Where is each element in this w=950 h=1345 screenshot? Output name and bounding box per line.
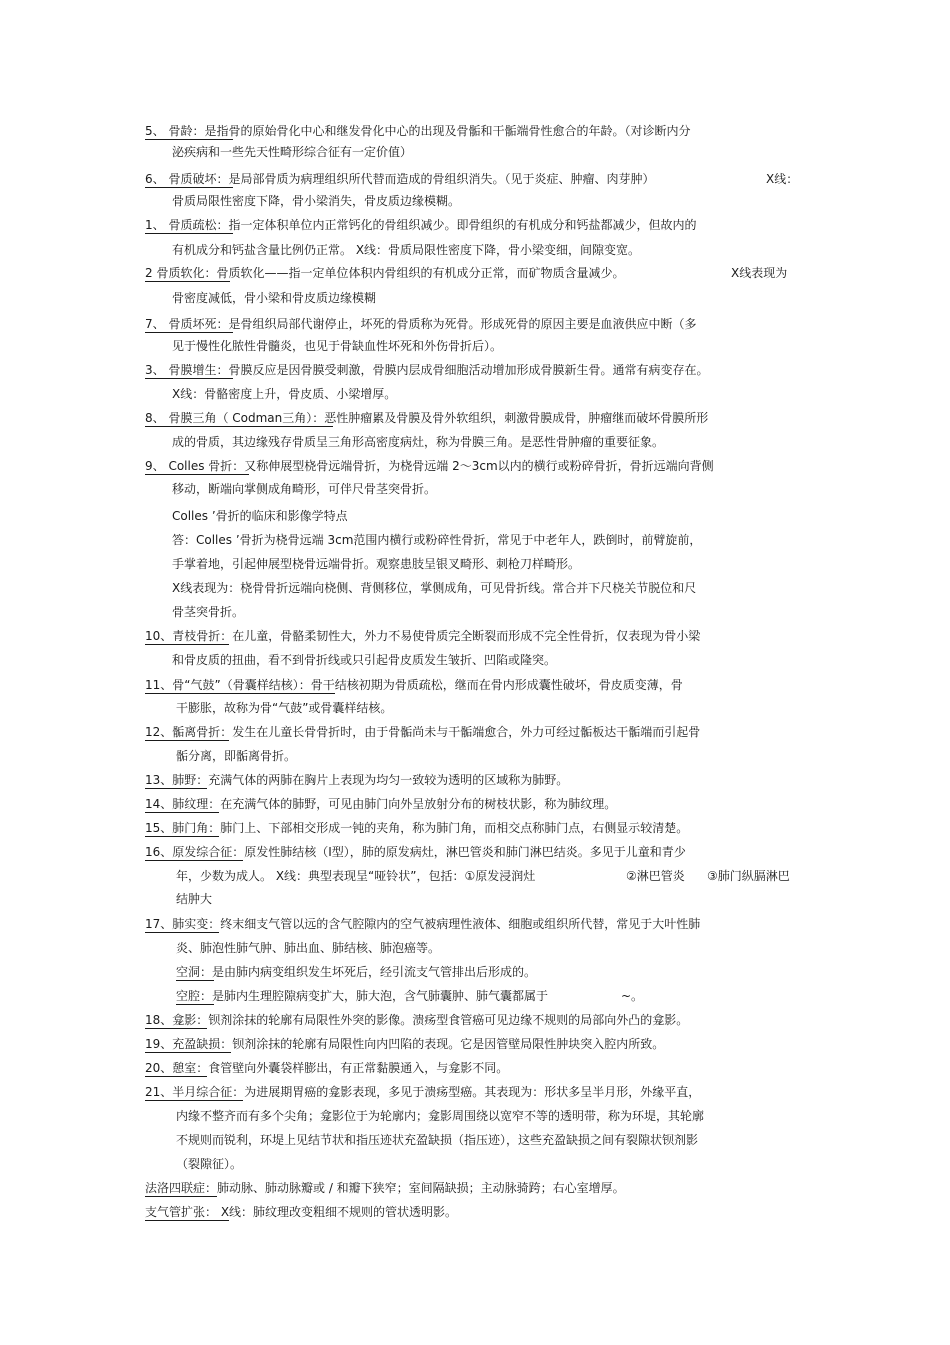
text-line: 骨茎突骨折。 (172, 605, 245, 619)
term-underline (145, 1052, 231, 1053)
text-line: 18、龛影：钡剂涂抹的轮廓有局限性外突的影像。溃疡型食管癌可见边缘不规则的局部向外凸的龛影。 (145, 1013, 689, 1027)
term-underline (145, 281, 230, 282)
text-line: 空腔：是肺内生理腔隙病变扩大，肺大泡，含气肺囊肿、肺气囊都属于 (176, 989, 549, 1003)
text-line: 16、原发综合征：原发性肺结核（Ⅰ型），肺的原发病灶，淋巴管炎和肺门淋巴结炎。多见于儿童和青少 (145, 845, 686, 859)
term-underline (145, 812, 219, 813)
text-line: 19、充盈缺损：钡剂涂抹的轮廓有局限性向内凹陷的表现。它是因管壁局限性肿块突入腔内所致。 (145, 1037, 665, 1051)
term-underline (145, 378, 233, 379)
term-underline (145, 233, 233, 234)
term-underline (145, 332, 233, 333)
text-line: X线：骨骼密度上升，骨皮质、小梁增厚。 (172, 387, 397, 401)
term-underline (145, 644, 229, 645)
term-underline (176, 980, 214, 981)
text-line: 11、骨“气鼓”（骨囊样结核）：骨干结核初期为骨质疏松，继而在骨内形成囊性破坏，骨皮质变薄，骨 (145, 678, 683, 692)
text-line: 6、 骨质破坏：是局部骨质为病理组织所代替而造成的骨组织消失。（见于炎症、肿瘤、肉芽肿） (145, 172, 655, 186)
text-line: 移动，断端向掌侧成角畸形，可伴尺骨茎突骨折。 (172, 482, 437, 496)
text-line: 10、青枝骨折：在儿童，骨骼柔韧性大，外力不易使骨质完全断裂而形成不完全性骨折，仅表现为骨小梁 (145, 629, 701, 643)
text-line: 成的骨质，其边缘残存骨质呈三角形高密度病灶，称为骨膜三角。是恶性骨肿瘤的重要征象。 (172, 435, 665, 449)
text-line: 不规则而锐利，环堤上见结节状和指压迹状充盈缺损（指压迹），这些充盈缺损之间有裂隙状钡剂影 (176, 1133, 699, 1147)
text-line: 7、 骨质坏死：是骨组织局部代谢停止，坏死的骨质称为死骨。形成死骨的原因主要是血液供应中断（多 (145, 317, 697, 331)
text-line: 20、憩室：食管壁向外囊袋样膨出，有正常黏膜通入，与龛影不同。 (145, 1061, 509, 1075)
text-line: 手掌着地，引起伸展型桡骨远端骨折。观察患肢呈银叉畸形、刺枪刀样畸形。 (172, 557, 581, 571)
term-underline (145, 187, 233, 188)
text-line: 支气管扩张： X线：肺纹理改变粗细不规则的管状透明影。 (145, 1205, 458, 1219)
text-line: 12、骺离骨折：发生在儿童长骨骨折时，由于骨骺尚未与干骺端愈合，外力可经过骺板达干骺端而引起骨 (145, 725, 701, 739)
term-underline (145, 474, 249, 475)
text-line: 和骨皮质的扭曲，看不到骨折线或只引起骨皮质发生皱折、凹陷或隆突。 (172, 653, 557, 667)
text-line: 内缘不整齐而有多个尖角；龛影位于为轮廓内；龛影周围绕以宽窄不等的透明带，称为环堤，其轮廓 (176, 1109, 705, 1123)
text-line: 见于慢性化脓性骨髓炎，也见于骨缺血性坏死和外伤骨折后）。 (172, 339, 503, 353)
text-line: 干膨胀，故称为骨“气鼓”或骨囊样结核。 (176, 701, 393, 715)
text-line: 9、 Colles 骨折：又称伸展型桡骨远端骨折，为桡骨远端 2～3cm以内的横行或粉碎骨折，骨折远端向背侧 (145, 459, 714, 473)
text-line: Colles ’骨折的临床和影像学特点 (172, 509, 348, 523)
text-line: 13、肺野：充满气体的两肺在胸片上表现为均匀一致较为透明的区域称为肺野。 (145, 773, 569, 787)
text-line: 炎、肺泡性肺气肿、肺出血、肺结核、肺泡癌等。 (176, 941, 441, 955)
term-underline (145, 788, 207, 789)
text-line: （裂隙征）。 (176, 1157, 243, 1171)
term-underline (145, 740, 229, 741)
term-underline (145, 836, 219, 837)
text-line: 空洞：是由肺内病变组织发生坏死后，经引流支气管排出后形成的。 (176, 965, 537, 979)
text-line: 1、 骨质疏松：指一定体积单位内正常钙化的骨组织减少。即骨组织的有机成分和钙盐都减少，但故内的 (145, 218, 697, 232)
text-line: 有机成分和钙盐含量比例仍正常。 X线：骨质局限性密度下降，骨小梁变细，间隙变宽。 (172, 243, 641, 257)
term-underline (145, 426, 333, 427)
text-line: 法洛四联症：肺动脉、肺动脉瓣或 / 和瓣下狭窄；室间隔缺损；主动脉骑跨；右心室增厚。 (145, 1181, 625, 1195)
text-line: 21、半月综合征：为进展期胃癌的龛影表现，多见于溃疡型癌。其表现为：形状多呈半月形，外缘平直， (145, 1085, 701, 1099)
term-underline (176, 1004, 214, 1005)
text-line: 年，少数为成人。 X线：典型表现呈“哑铃状”，包括：①原发浸润灶 (176, 869, 536, 883)
term-underline (145, 1196, 217, 1197)
term-underline (145, 860, 243, 861)
text-line: 骺分离，即骺离骨折。 (176, 749, 297, 763)
text-line: X线表现为：桡骨骨折远端向桡侧、背侧移位，掌侧成角，可见骨折线。常合并下尺桡关节脱位和尺 (172, 581, 697, 595)
text-line: ~。 (621, 989, 644, 1003)
text-line: X线表现为 (731, 266, 788, 280)
term-underline (145, 139, 233, 140)
text-line: 14、肺纹理：在充满气体的肺野，可见由肺门向外呈放射分布的树枝状影，称为肺纹理。 (145, 797, 617, 811)
text-line: 2 骨质软化：骨质软化——指一定单位体积内骨组织的有机成分正常，而矿物质含量减少。 (145, 266, 625, 280)
term-underline (145, 1076, 207, 1077)
text-line: 3、 骨膜增生：骨膜反应是因骨膜受刺激，骨膜内层成骨细胞活动增加形成骨膜新生骨。通常有病变存在。 (145, 363, 709, 377)
term-underline (145, 1100, 243, 1101)
term-underline (145, 1220, 229, 1221)
term-underline (145, 693, 335, 694)
text-line: 15、肺门角：肺门上、下部相交形成一钝的夹角，称为肺门角，而相交点称肺门点，右侧显示较清楚。 (145, 821, 689, 835)
text-line: 结肿大 (176, 892, 213, 906)
text-line: X线： (766, 172, 799, 186)
text-line: 骨密度减低，骨小梁和骨皮质边缘模糊 (172, 291, 377, 305)
text-line: 17、肺实变：终末细支气管以远的含气腔隙内的空气被病理性液体、细胞或组织所代替，常见于大叶性肺 (145, 917, 701, 931)
text-line: 泌疾病和一些先天性畸形综合征有一定价值） (172, 145, 413, 159)
text-line: 8、 骨膜三角（ Codman三角）：恶性肿瘤累及骨膜及骨外软组织，刺激骨膜成骨，肿瘤继而破坏骨膜所形 (145, 411, 709, 425)
text-line: 5、 骨龄：是指骨的原始骨化中心和继发骨化中心的出现及骨骺和干骺端骨性愈合的年龄。（对诊断内分 (145, 124, 691, 138)
text-line: 骨质局限性密度下降，骨小梁消失，骨皮质边缘模糊。 (172, 194, 461, 208)
text-line: ②淋巴管炎 (626, 869, 685, 883)
text-line: 答：Colles ’骨折为桡骨远端 3cm范围内横行或粉碎性骨折，常见于中老年人，跌倒时，前臂旋前， (172, 533, 702, 547)
text-line: ③肺门纵膈淋巴 (707, 869, 790, 883)
term-underline (145, 932, 219, 933)
term-underline (145, 1028, 207, 1029)
